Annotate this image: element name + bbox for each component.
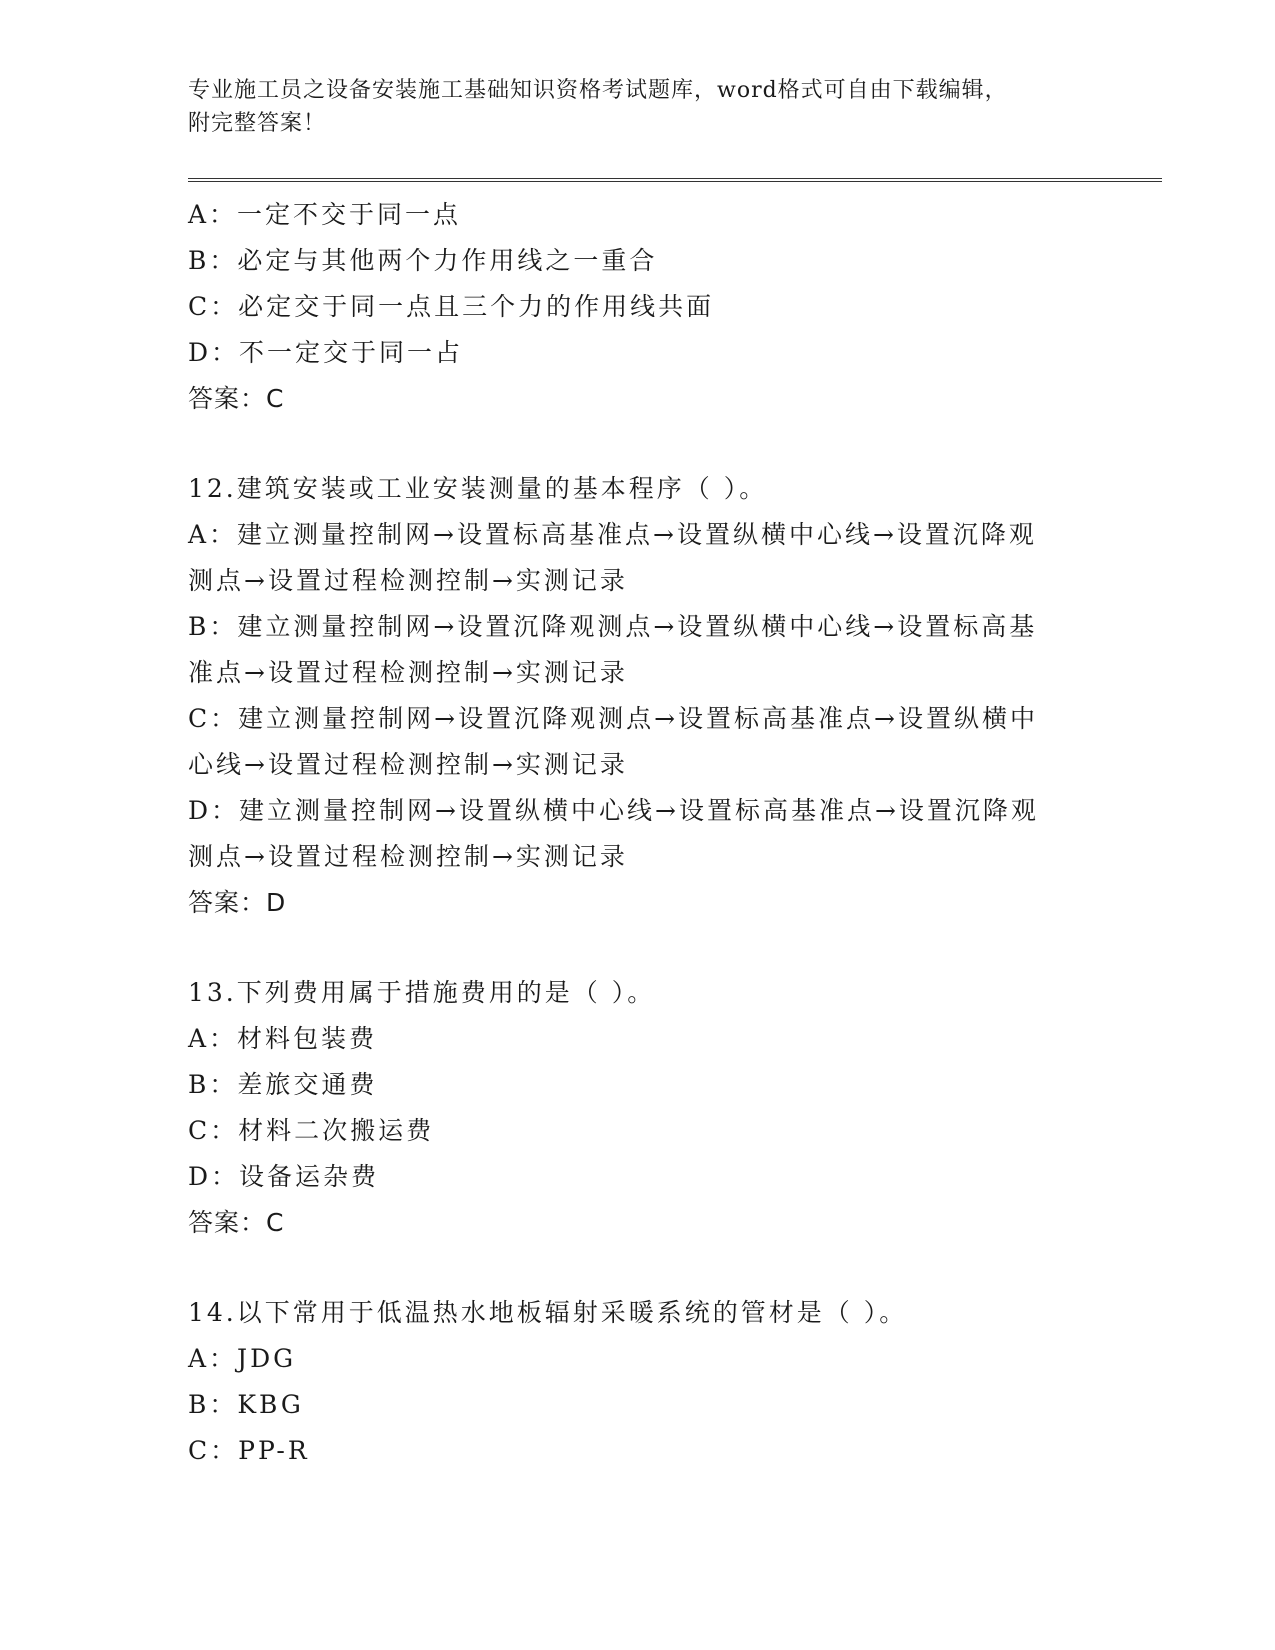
option-b: B：KBG (188, 1390, 304, 1419)
question-stem: 13.下列费用属于措施费用的是（ ）。 (188, 978, 656, 1007)
answer: 答案：D (188, 888, 287, 917)
option-b-line-2: 准点→设置过程检测控制→实测记录 (188, 658, 628, 687)
header-divider (188, 178, 1162, 182)
header-line-2: 附完整答案！ (188, 111, 327, 136)
document-header (188, 74, 1088, 140)
question-stem: 12.建筑安装或工业安装测量的基本程序（ ）。 (188, 474, 768, 503)
option-c-line-2: 心线→设置过程检测控制→实测记录 (188, 750, 628, 779)
answer: 答案：C (188, 384, 285, 413)
option-c: C：材料二次搬运费 (188, 1116, 435, 1145)
question-14 (188, 1290, 1088, 1474)
spacer (188, 926, 1088, 970)
question-13 (188, 970, 1088, 1246)
option-d-line-2: 测点→设置过程检测控制→实测记录 (188, 842, 628, 871)
question-11 (188, 192, 1088, 422)
option-a: A：材料包装费 (188, 1024, 378, 1053)
option-d-line-1: D：建立测量控制网→设置纵横中心线→设置标高基准点→设置沉降观 (188, 796, 1039, 825)
option-c-line-1: C：建立测量控制网→设置沉降观测点→设置标高基准点→设置纵横中 (188, 704, 1038, 733)
question-12 (188, 466, 1088, 926)
spacer (188, 1246, 1088, 1290)
spacer (188, 422, 1088, 466)
option-c: C：必定交于同一点且三个力的作用线共面 (188, 292, 715, 321)
question-stem: 14.以下常用于低温热水地板辐射采暖系统的管材是（ ）。 (188, 1298, 908, 1327)
question-content (188, 192, 1088, 1474)
answer: 答案：C (188, 1208, 285, 1237)
option-d: D：设备运杂费 (188, 1162, 380, 1191)
option-a-line-1: A：建立测量控制网→设置标高基准点→设置纵横中心线→设置沉降观 (188, 520, 1037, 549)
option-a: A：一定不交于同一点 (188, 200, 462, 229)
option-b-line-1: B：建立测量控制网→设置沉降观测点→设置纵横中心线→设置标高基 (188, 612, 1038, 641)
option-b: B：差旅交通费 (188, 1070, 378, 1099)
option-d: D：不一定交于同一占 (188, 338, 464, 367)
header-line-1: 专业施工员之设备安装施工基础知识资格考试题库，word格式可自由下载编辑， (188, 78, 1008, 103)
option-a-line-2: 测点→设置过程检测控制→实测记录 (188, 566, 628, 595)
option-b: B：必定与其他两个力作用线之一重合 (188, 246, 658, 275)
option-a: A：JDG (188, 1344, 297, 1373)
option-c: C：PP-R (188, 1436, 310, 1465)
